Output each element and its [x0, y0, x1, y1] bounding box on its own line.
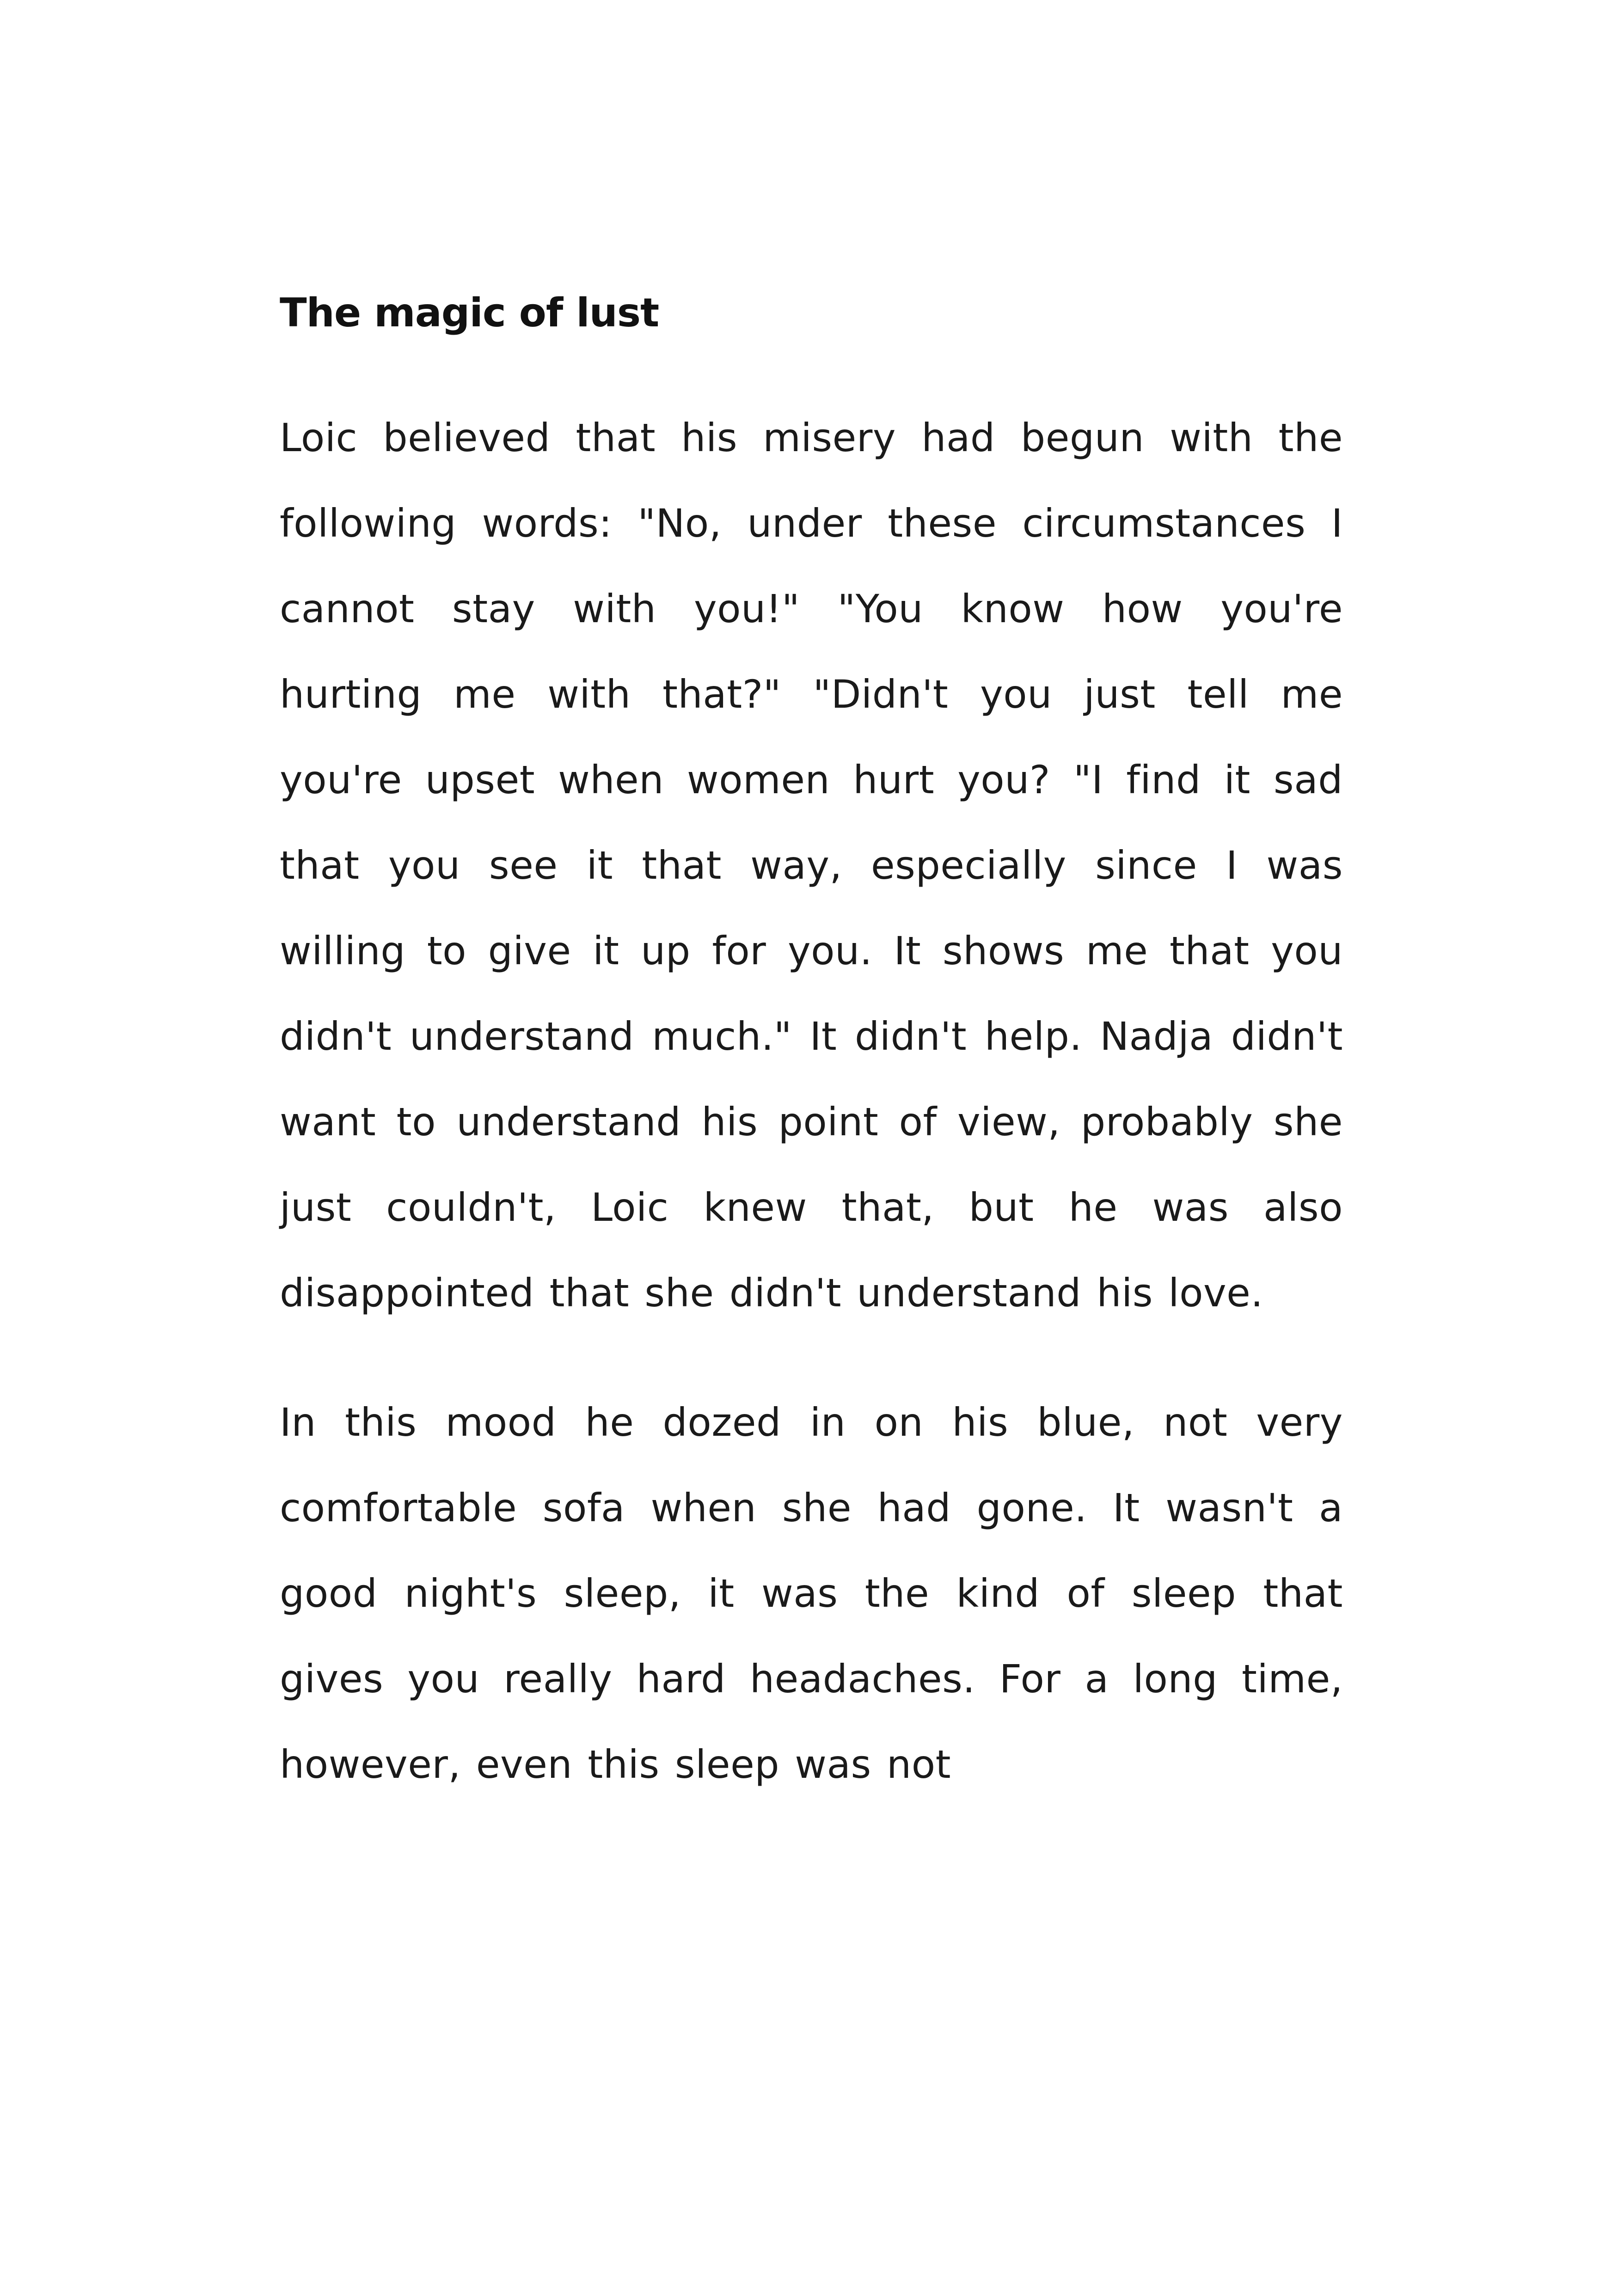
- paragraph-1: Loic believed that his misery had begun with the following words: "No, under these circumstances I cannot stay with you!" "You know how you're hurting me with that?" "Didn't you just tell me you're upset when women hurt you? "I find it sad that you see it that way, especially since I was willing to give it up for you. It shows me that you didn't understand much." It didn't help. Nadja didn't want to understand his point of view, probably she just couldn't, Loic knew that, but he was also disappointed that she didn't understand his love.: [280, 415, 1343, 1316]
- paragraph-2: In this mood he dozed in on his blue, not very comfortable sofa when she had gone. It wasn't a good night's sleep, it was the kind of sleep that gives you really hard headaches. For a long time, however, even this sleep was not: [280, 1400, 1343, 1787]
- text-body: [280, 275, 1343, 1807]
- chapter-title: The magic of lust: [280, 290, 659, 336]
